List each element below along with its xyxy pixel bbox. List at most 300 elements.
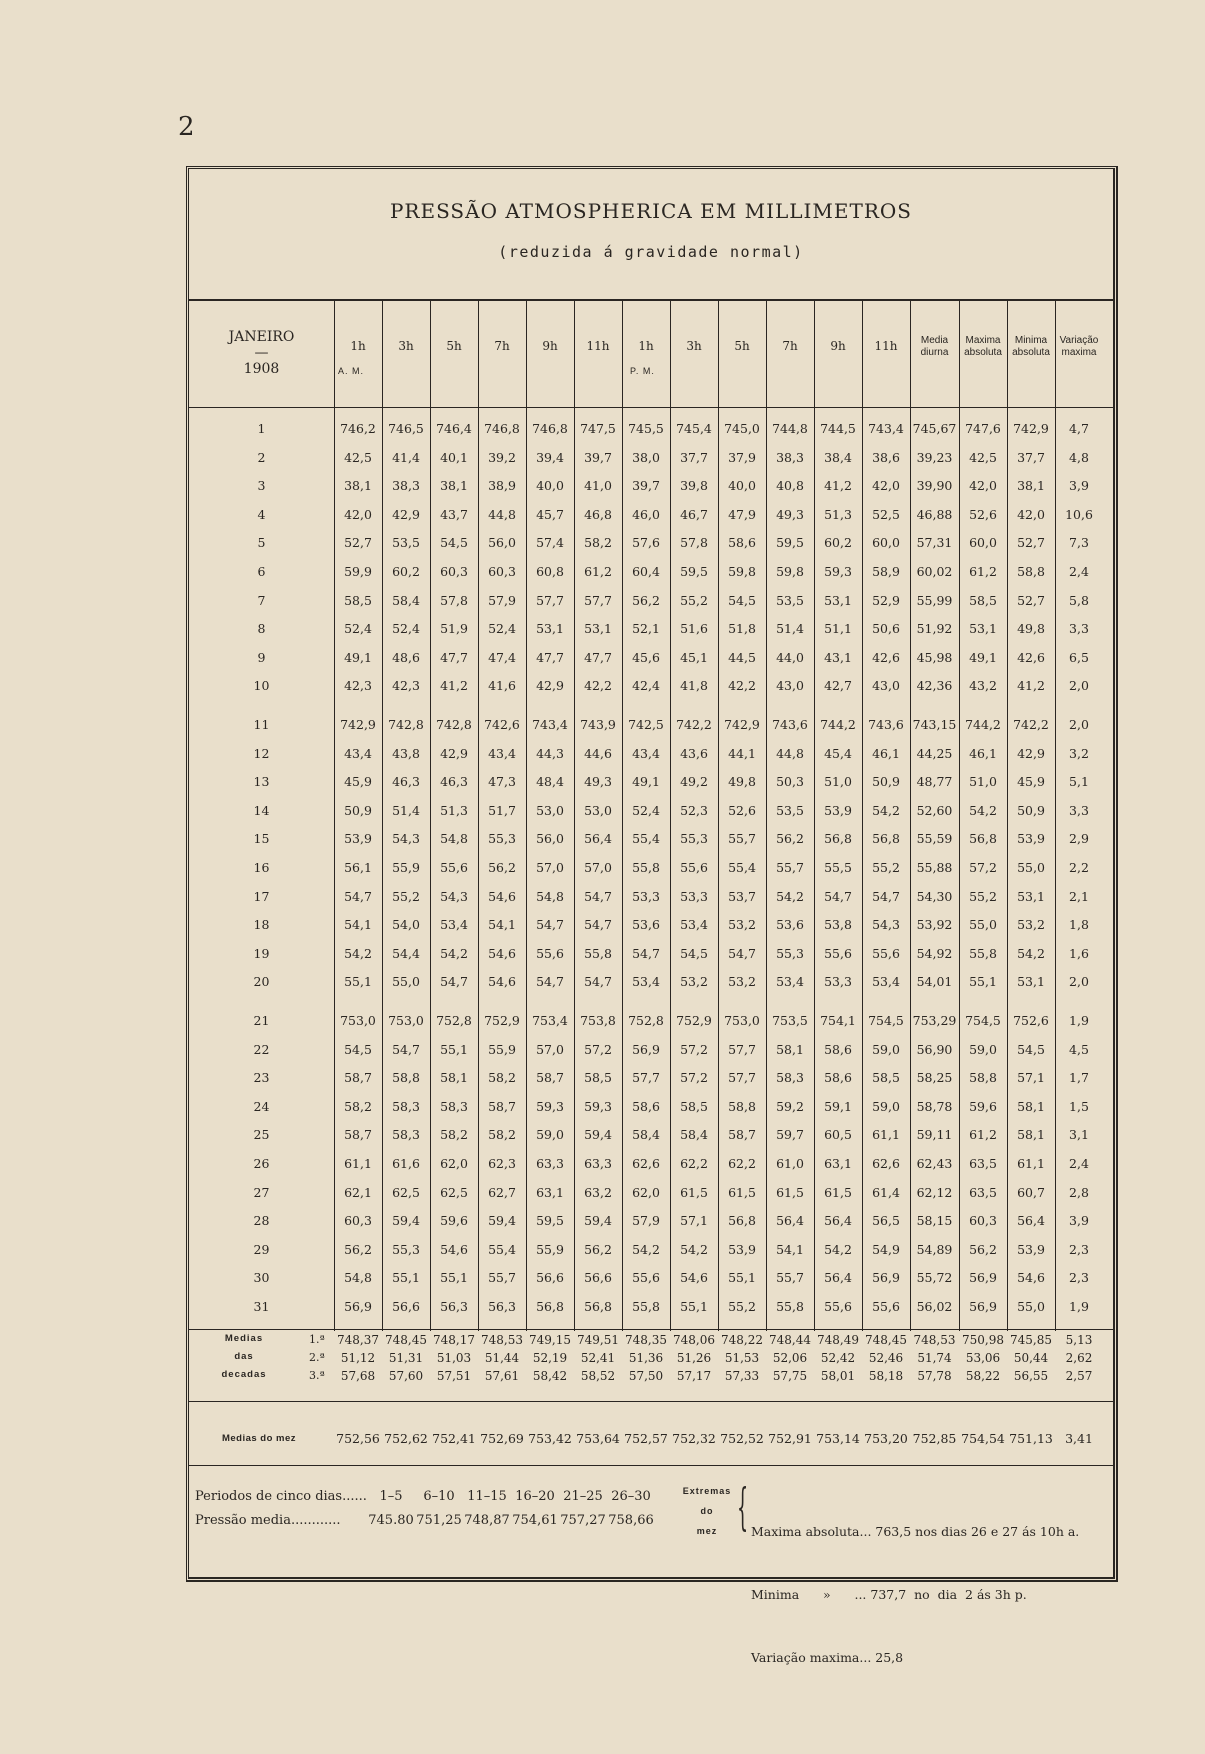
table-cell: 58,5 bbox=[344, 592, 372, 608]
table-row bbox=[189, 974, 1113, 1000]
table-cell: 54,7 bbox=[344, 888, 372, 904]
table-cell: 2,4 bbox=[1069, 564, 1089, 579]
stat-header-line2: absoluta bbox=[964, 347, 1002, 358]
table-cell: 47,7 bbox=[584, 649, 612, 665]
table-row bbox=[189, 507, 1113, 533]
stat-header-line1: Minima bbox=[1014, 335, 1048, 346]
table-cell: 742,6 bbox=[484, 717, 520, 732]
table-cell: 54,6 bbox=[680, 1270, 708, 1286]
table-cell: 47,9 bbox=[728, 506, 756, 522]
table-cell: 52,7 bbox=[344, 535, 372, 551]
table-cell: 38,9 bbox=[488, 478, 516, 494]
day-number: 25 bbox=[253, 1127, 270, 1143]
period-range: 26–30 bbox=[611, 1489, 651, 1504]
day-number: 7 bbox=[257, 592, 266, 608]
decade-cell: 5,13 bbox=[1065, 1333, 1093, 1347]
table-cell: 62,43 bbox=[916, 1156, 953, 1171]
table-cell: 55,7 bbox=[776, 1270, 804, 1286]
table-row bbox=[189, 946, 1113, 972]
table-cell: 52,9 bbox=[872, 592, 900, 608]
table-cell: 52,3 bbox=[680, 802, 708, 818]
day-number: 8 bbox=[257, 621, 266, 637]
table-cell: 60,8 bbox=[536, 564, 564, 579]
table-cell: 61,1 bbox=[1017, 1156, 1045, 1171]
table-cell: 52,4 bbox=[344, 621, 372, 637]
table-cell: 754,1 bbox=[820, 1013, 856, 1028]
table-cell: 54,8 bbox=[344, 1270, 372, 1286]
table-cell: 46,7 bbox=[680, 506, 708, 522]
table-cell: 55,2 bbox=[680, 592, 708, 608]
table-cell: 60,2 bbox=[392, 564, 420, 579]
table-cell: 52,7 bbox=[1017, 592, 1045, 608]
table-cell: 43,8 bbox=[392, 745, 420, 761]
table-cell: 58,4 bbox=[680, 1127, 708, 1143]
table-cell: 59,0 bbox=[536, 1127, 564, 1143]
table-cell: 58,7 bbox=[536, 1070, 564, 1086]
table-cell: 58,3 bbox=[392, 1127, 420, 1143]
decade-cell: 57,78 bbox=[917, 1369, 952, 1383]
table-cell: 55,8 bbox=[632, 860, 660, 875]
table-cell: 60,5 bbox=[824, 1127, 852, 1143]
table-cell: 39,90 bbox=[916, 478, 953, 494]
table-row bbox=[189, 889, 1113, 915]
decade-cell: 52,46 bbox=[868, 1351, 904, 1365]
table-cell: 2,1 bbox=[1069, 888, 1089, 904]
table-cell: 56,9 bbox=[872, 1270, 900, 1286]
table-cell: 55,0 bbox=[969, 917, 997, 933]
table-cell: 54,8 bbox=[440, 831, 468, 847]
decade-tag-3: 3.ª bbox=[309, 1369, 325, 1382]
table-cell: 56,8 bbox=[872, 831, 900, 847]
table-cell: 38,1 bbox=[344, 478, 372, 494]
table-cell: 62,0 bbox=[632, 1184, 660, 1200]
table-cell: 56,9 bbox=[344, 1299, 372, 1314]
day-number: 14 bbox=[253, 802, 270, 818]
table-cell: 55,2 bbox=[872, 860, 900, 875]
decade-label-2: das bbox=[234, 1351, 254, 1362]
extremes-label-3: mez bbox=[696, 1526, 718, 1536]
table-cell: 58,6 bbox=[824, 1041, 852, 1057]
day-number: 27 bbox=[253, 1184, 270, 1200]
decade-means bbox=[189, 1331, 1113, 1397]
table-cell: 42,3 bbox=[344, 678, 372, 694]
table-cell: 59,4 bbox=[584, 1127, 612, 1143]
decade-cell: 51,26 bbox=[676, 1351, 712, 1365]
table-cell: 59,0 bbox=[872, 1041, 900, 1057]
table-cell: 49,8 bbox=[1017, 621, 1045, 637]
table-row bbox=[189, 831, 1113, 857]
decade-cell: 749,51 bbox=[577, 1333, 619, 1347]
table-cell: 52,4 bbox=[632, 802, 660, 818]
table-cell: 37,7 bbox=[680, 449, 708, 465]
table-cell: 2,0 bbox=[1069, 678, 1089, 694]
decade-cell: 58,42 bbox=[532, 1369, 568, 1383]
period-pressure: 758,66 bbox=[608, 1513, 654, 1528]
table-cell: 56,6 bbox=[536, 1270, 564, 1286]
table-cell: 53,1 bbox=[536, 621, 564, 637]
decade-cell: 748,35 bbox=[625, 1333, 667, 1347]
table-cell: 54,9 bbox=[872, 1241, 900, 1257]
table-cell: 56,5 bbox=[872, 1213, 900, 1229]
decade-cell: 58,22 bbox=[965, 1369, 1001, 1383]
table-cell: 51,4 bbox=[392, 802, 420, 818]
table-cell: 54,2 bbox=[632, 1241, 660, 1257]
day-number: 24 bbox=[253, 1098, 270, 1114]
month-mean-cell: 752,41 bbox=[432, 1431, 476, 1446]
table-cell: 38,4 bbox=[824, 449, 852, 465]
table-cell: 47,7 bbox=[440, 649, 468, 665]
table-cell: 59,6 bbox=[440, 1213, 468, 1229]
row-divider bbox=[189, 407, 1113, 408]
table-cell: 53,9 bbox=[728, 1241, 756, 1257]
table-cell: 54,7 bbox=[584, 888, 612, 904]
table-cell: 40,0 bbox=[728, 478, 756, 494]
table-cell: 41,0 bbox=[584, 478, 612, 494]
table-cell: 754,5 bbox=[868, 1013, 904, 1028]
table-cell: 744,5 bbox=[820, 421, 856, 436]
table-cell: 54,4 bbox=[392, 945, 420, 961]
stat-header-line2: maxima bbox=[1061, 347, 1097, 358]
table-row bbox=[189, 650, 1113, 676]
extremes-label-2: do bbox=[700, 1506, 714, 1516]
table-cell: 54,5 bbox=[1017, 1041, 1045, 1057]
table-cell: 57,7 bbox=[632, 1070, 660, 1086]
table-cell: 56,8 bbox=[536, 1299, 564, 1314]
table-cell: 53,4 bbox=[776, 974, 804, 990]
table-cell: 56,2 bbox=[776, 831, 804, 847]
table-cell: 39,2 bbox=[488, 449, 516, 465]
table-cell: 55,4 bbox=[488, 1241, 516, 1257]
day-number: 26 bbox=[253, 1156, 270, 1171]
table-cell: 38,1 bbox=[1017, 478, 1045, 494]
table-cell: 45,6 bbox=[632, 649, 660, 665]
table-row bbox=[189, 1213, 1113, 1239]
table-cell: 58,25 bbox=[916, 1070, 953, 1086]
day-number: 23 bbox=[253, 1070, 270, 1086]
table-cell: 59,0 bbox=[872, 1098, 900, 1114]
period-pressure: 751,25 bbox=[416, 1513, 462, 1528]
table-cell: 59,4 bbox=[488, 1213, 516, 1229]
table-cell: 58,3 bbox=[392, 1098, 420, 1114]
period-range: 1–5 bbox=[379, 1489, 403, 1504]
table-cell: 49,3 bbox=[584, 774, 612, 790]
table-cell: 61,2 bbox=[969, 1127, 997, 1143]
table-cell: 41,2 bbox=[440, 678, 468, 694]
decade-cell: 52,19 bbox=[532, 1351, 568, 1365]
table-cell: 56,8 bbox=[824, 831, 852, 847]
table-cell: 53,1 bbox=[1017, 888, 1045, 904]
table-cell: 53,2 bbox=[728, 974, 756, 990]
table-cell: 743,4 bbox=[868, 421, 904, 436]
table-cell: 55,8 bbox=[632, 1299, 660, 1314]
table-cell: 59,0 bbox=[969, 1041, 997, 1057]
day-number: 1 bbox=[257, 421, 266, 436]
day-number: 13 bbox=[253, 774, 270, 790]
hour-header-8: 3h bbox=[686, 339, 702, 353]
table-cell: 57,7 bbox=[584, 592, 612, 608]
table-cell: 46,88 bbox=[916, 506, 953, 522]
month-mean-cell: 753,42 bbox=[528, 1431, 572, 1446]
table-cell: 55,3 bbox=[392, 1241, 420, 1257]
extremes-label bbox=[677, 1481, 737, 1541]
table-cell: 57,9 bbox=[488, 592, 516, 608]
table-cell: 62,7 bbox=[488, 1184, 516, 1200]
table-cell: 42,0 bbox=[969, 478, 997, 494]
periods-label: Periodos de cinco dias...... bbox=[195, 1489, 367, 1504]
table-cell: 49,8 bbox=[728, 774, 756, 790]
table-cell: 3,2 bbox=[1069, 745, 1089, 761]
table-cell: 55,2 bbox=[728, 1299, 756, 1314]
table-cell: 57,7 bbox=[536, 592, 564, 608]
table-cell: 53,92 bbox=[916, 917, 953, 933]
table-cell: 59,5 bbox=[680, 564, 708, 579]
table-cell: 55,1 bbox=[440, 1041, 468, 1057]
table-cell: 41,6 bbox=[488, 678, 516, 694]
table-cell: 39,23 bbox=[916, 449, 953, 465]
table-cell: 56,4 bbox=[584, 831, 612, 847]
table-cell: 53,9 bbox=[824, 802, 852, 818]
day-number: 12 bbox=[253, 745, 270, 761]
table-cell: 60,7 bbox=[1017, 1184, 1045, 1200]
decade-label-3: decadas bbox=[221, 1369, 267, 1380]
stat-header-line2: absoluta bbox=[1012, 347, 1050, 358]
table-cell: 54,7 bbox=[728, 945, 756, 961]
table-cell: 4,5 bbox=[1069, 1041, 1089, 1057]
decade-cell: 748,44 bbox=[769, 1333, 811, 1347]
table-cell: 51,0 bbox=[969, 774, 997, 790]
table-cell: 742,9 bbox=[724, 717, 760, 732]
table-cell: 53,3 bbox=[680, 888, 708, 904]
table-cell: 58,1 bbox=[1017, 1098, 1045, 1114]
table-cell: 56,8 bbox=[584, 1299, 612, 1314]
day-number: 10 bbox=[253, 678, 270, 694]
month-mean-cell: 753,64 bbox=[576, 1431, 620, 1446]
row-divider bbox=[189, 1401, 1113, 1402]
table-cell: 56,8 bbox=[728, 1213, 756, 1229]
table-row bbox=[189, 1270, 1113, 1296]
table-cell: 58,8 bbox=[392, 1070, 420, 1086]
table-cell: 63,5 bbox=[969, 1156, 997, 1171]
table-cell: 40,1 bbox=[440, 449, 468, 465]
table-cell: 48,4 bbox=[536, 774, 564, 790]
hour-header-5: 9h bbox=[542, 339, 558, 353]
table-cell: 754,5 bbox=[965, 1013, 1001, 1028]
table-cell: 56,02 bbox=[916, 1299, 953, 1314]
table-cell: 753,4 bbox=[532, 1013, 568, 1028]
table-row bbox=[189, 450, 1113, 476]
table-cell: 42,0 bbox=[344, 506, 372, 522]
table-cell: 54,30 bbox=[916, 888, 953, 904]
table-cell: 40,8 bbox=[776, 478, 804, 494]
row-divider bbox=[189, 1329, 1113, 1330]
decade-cell: 51,36 bbox=[628, 1351, 664, 1365]
day-number: 21 bbox=[253, 1013, 270, 1028]
table-cell: 2,2 bbox=[1069, 860, 1089, 875]
day-number: 16 bbox=[253, 860, 270, 875]
table-cell: 746,2 bbox=[340, 421, 376, 436]
decade-cell: 58,01 bbox=[820, 1369, 856, 1383]
table-cell: 59,8 bbox=[728, 564, 756, 579]
table-title: PRESSÃO ATMOSPHERICA EM MILLIMETROS bbox=[389, 199, 913, 223]
table-cell: 54,7 bbox=[584, 974, 612, 990]
table-cell: 56,8 bbox=[969, 831, 997, 847]
table-cell: 56,4 bbox=[1017, 1213, 1045, 1229]
table-cell: 53,2 bbox=[1017, 917, 1045, 933]
table-cell: 62,2 bbox=[728, 1156, 756, 1171]
table-cell: 53,2 bbox=[680, 974, 708, 990]
decade-cell: 57,17 bbox=[676, 1369, 712, 1383]
table-cell: 54,89 bbox=[916, 1241, 953, 1257]
day-number: 4 bbox=[257, 506, 266, 522]
table-cell: 51,3 bbox=[440, 802, 468, 818]
table-cell: 62,1 bbox=[344, 1184, 372, 1200]
table-cell: 742,9 bbox=[340, 717, 376, 732]
pm-label: P. M. bbox=[630, 366, 655, 376]
table-row bbox=[189, 746, 1113, 772]
table-cell: 55,72 bbox=[916, 1270, 953, 1286]
table-cell: 55,4 bbox=[632, 831, 660, 847]
table-row bbox=[189, 1156, 1113, 1182]
table-cell: 743,9 bbox=[580, 717, 616, 732]
table-cell: 55,1 bbox=[728, 1270, 756, 1286]
table-cell: 5,1 bbox=[1069, 774, 1089, 790]
table-cell: 59,7 bbox=[776, 1127, 804, 1143]
table-row bbox=[189, 1299, 1113, 1325]
decade-cell: 57,75 bbox=[772, 1369, 808, 1383]
table-cell: 63,3 bbox=[536, 1156, 564, 1171]
decade-cell: 51,74 bbox=[917, 1351, 952, 1365]
table-cell: 4,7 bbox=[1069, 421, 1089, 436]
table-cell: 62,5 bbox=[392, 1184, 420, 1200]
table-row bbox=[189, 478, 1113, 504]
table-cell: 49,1 bbox=[632, 774, 660, 790]
stat-header-1 bbox=[910, 335, 959, 359]
period-pressure: 757,27 bbox=[560, 1513, 606, 1528]
table-cell: 55,1 bbox=[392, 1270, 420, 1286]
month-mean-cell: 3,41 bbox=[1065, 1431, 1093, 1446]
table-cell: 62,5 bbox=[440, 1184, 468, 1200]
table-cell: 58,2 bbox=[584, 535, 612, 551]
day-number: 5 bbox=[257, 535, 266, 551]
decade-cell: 58,52 bbox=[580, 1369, 616, 1383]
table-cell: 54,2 bbox=[872, 802, 900, 818]
table-cell: 49,1 bbox=[344, 649, 372, 665]
table-cell: 746,8 bbox=[484, 421, 520, 436]
table-cell: 746,8 bbox=[532, 421, 568, 436]
table-row bbox=[189, 564, 1113, 590]
decade-cell: 50,44 bbox=[1013, 1351, 1049, 1365]
table-cell: 53,1 bbox=[584, 621, 612, 637]
decade-label-1: Medias bbox=[224, 1333, 264, 1344]
table-cell: 54,8 bbox=[536, 888, 564, 904]
table-cell: 55,9 bbox=[536, 1241, 564, 1257]
table-cell: 745,5 bbox=[628, 421, 664, 436]
table-cell: 50,6 bbox=[872, 621, 900, 637]
table-cell: 55,7 bbox=[776, 860, 804, 875]
table-cell: 55,99 bbox=[916, 592, 953, 608]
table-cell: 45,98 bbox=[916, 649, 953, 665]
table-cell: 54,2 bbox=[824, 1241, 852, 1257]
table-cell: 61,2 bbox=[969, 564, 997, 579]
month-name: JANEIRO bbox=[228, 329, 295, 345]
table-cell: 43,1 bbox=[824, 649, 852, 665]
table-cell: 49,2 bbox=[680, 774, 708, 790]
table-cell: 54,7 bbox=[872, 888, 900, 904]
table-cell: 52,60 bbox=[916, 802, 953, 818]
table-cell: 43,6 bbox=[680, 745, 708, 761]
table-cell: 55,5 bbox=[824, 860, 852, 875]
table-cell: 56,3 bbox=[488, 1299, 516, 1314]
table-cell: 743,15 bbox=[912, 717, 957, 732]
table-cell: 59,11 bbox=[916, 1127, 953, 1143]
table-row bbox=[189, 621, 1113, 647]
table-cell: 50,3 bbox=[776, 774, 804, 790]
table-cell: 746,4 bbox=[436, 421, 472, 436]
table-cell: 55,59 bbox=[916, 831, 953, 847]
table-cell: 742,8 bbox=[436, 717, 472, 732]
day-number: 31 bbox=[253, 1299, 270, 1314]
hour-header-7: 1h bbox=[638, 339, 654, 353]
table-cell: 55,9 bbox=[392, 860, 420, 875]
table-cell: 47,4 bbox=[488, 649, 516, 665]
table-cell: 55,0 bbox=[1017, 860, 1045, 875]
decade-cell: 52,42 bbox=[820, 1351, 856, 1365]
table-cell: 61,6 bbox=[392, 1156, 420, 1171]
table-cell: 45,9 bbox=[1017, 774, 1045, 790]
table-cell: 57,4 bbox=[536, 535, 564, 551]
table-cell: 54,5 bbox=[728, 592, 756, 608]
table-cell: 63,1 bbox=[824, 1156, 852, 1171]
footer bbox=[189, 1475, 1113, 1665]
table-cell: 56,4 bbox=[776, 1213, 804, 1229]
hour-header-3: 5h bbox=[446, 339, 462, 353]
table-cell: 54,2 bbox=[1017, 945, 1045, 961]
table-cell: 60,02 bbox=[916, 564, 953, 579]
table-cell: 37,7 bbox=[1017, 449, 1045, 465]
month-mean-cell: 754,54 bbox=[961, 1431, 1005, 1446]
table-cell: 50,9 bbox=[872, 774, 900, 790]
table-row bbox=[189, 678, 1113, 704]
table-cell: 56,2 bbox=[632, 592, 660, 608]
table-cell: 58,15 bbox=[916, 1213, 953, 1229]
table-cell: 53,6 bbox=[776, 917, 804, 933]
table-cell: 43,0 bbox=[872, 678, 900, 694]
table-cell: 58,78 bbox=[916, 1098, 953, 1114]
table-cell: 55,6 bbox=[632, 1270, 660, 1286]
table-cell: 43,2 bbox=[969, 678, 997, 694]
table-cell: 56,4 bbox=[824, 1213, 852, 1229]
table-cell: 62,6 bbox=[632, 1156, 660, 1171]
table-cell: 58,5 bbox=[680, 1098, 708, 1114]
table-cell: 4,8 bbox=[1069, 449, 1089, 465]
table-cell: 56,2 bbox=[488, 860, 516, 875]
decade-tag-1: 1.ª bbox=[309, 1333, 325, 1346]
day-number: 22 bbox=[253, 1041, 270, 1057]
table-cell: 3,9 bbox=[1069, 1213, 1089, 1229]
table-cell: 54,0 bbox=[392, 917, 420, 933]
table-cell: 51,9 bbox=[440, 621, 468, 637]
table-cell: 42,5 bbox=[344, 449, 372, 465]
table-cell: 51,6 bbox=[680, 621, 708, 637]
table-cell: 54,6 bbox=[440, 1241, 468, 1257]
table-cell: 57,8 bbox=[440, 592, 468, 608]
table-cell: 57,0 bbox=[536, 860, 564, 875]
stat-header-line1: Maxima bbox=[965, 335, 1001, 346]
table-cell: 46,3 bbox=[440, 774, 468, 790]
decade-cell: 748,22 bbox=[721, 1333, 763, 1347]
hour-header-2: 3h bbox=[398, 339, 414, 353]
table-row bbox=[189, 593, 1113, 619]
